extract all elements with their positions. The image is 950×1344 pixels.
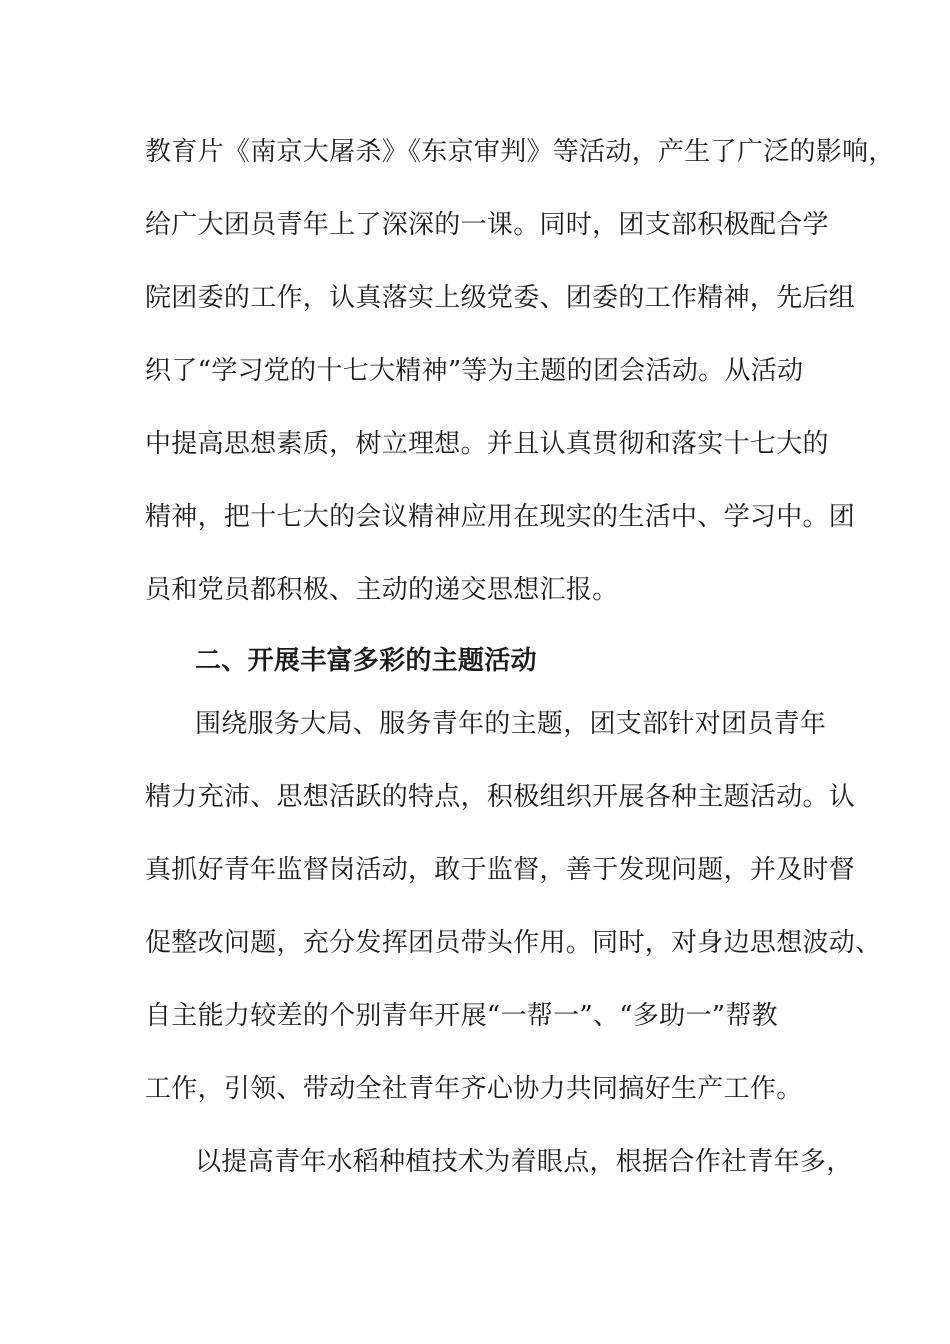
paragraph-1-line-7: 员和党员都积极、主动的递交思想汇报。 (145, 575, 619, 605)
paragraph-2-line-6: 工作，引领、带动全社青年齐心协力共同搞好生产工作。 (145, 1074, 803, 1104)
paragraph-2-line-4: 促整改问题，充分发挥团员带头作用。同时，对身边思想波动、 (145, 928, 882, 958)
paragraph-1-line-4: 织了“学习党的十七大精神”等为主题的团会活动。从活动 (145, 356, 804, 386)
section-heading: 二、开展丰富多彩的主题活动 (195, 646, 537, 676)
paragraph-2-line-1: 围绕服务大局、服务青年的主题，团支部针对团员青年 (195, 709, 827, 739)
paragraph-3-line-1: 以提高青年水稻种植技术为着眼点，根据合作社青年多， (195, 1147, 853, 1177)
paragraph-1-line-6: 精神，把十七大的会议精神应用在现实的生活中、学习中。团 (145, 502, 856, 532)
paragraph-1-line-2: 给广大团员青年上了深深的一课。同时，团支部积极配合学 (145, 210, 829, 240)
paragraph-1-line-5: 中提高思想素质，树立理想。并且认真贯彻和落实十七大的 (145, 429, 829, 459)
paragraph-1-line-1: 教育片《南京大屠杀》《东京审判》等活动，产生了广泛的影响， (145, 137, 895, 167)
paragraph-2-line-3: 真抓好青年监督岗活动，敢于监督，善于发现问题，并及时督 (145, 855, 856, 885)
paragraph-1-line-3: 院团委的工作，认真落实上级党委、团委的工作精神，先后组 (145, 283, 856, 313)
paragraph-2-line-5: 自主能力较差的个别青年开展“一帮一”、“多助一”帮教 (145, 1001, 778, 1031)
paragraph-2-line-2: 精力充沛、思想活跃的特点，积极组织开展各种主题活动。认 (145, 782, 856, 812)
